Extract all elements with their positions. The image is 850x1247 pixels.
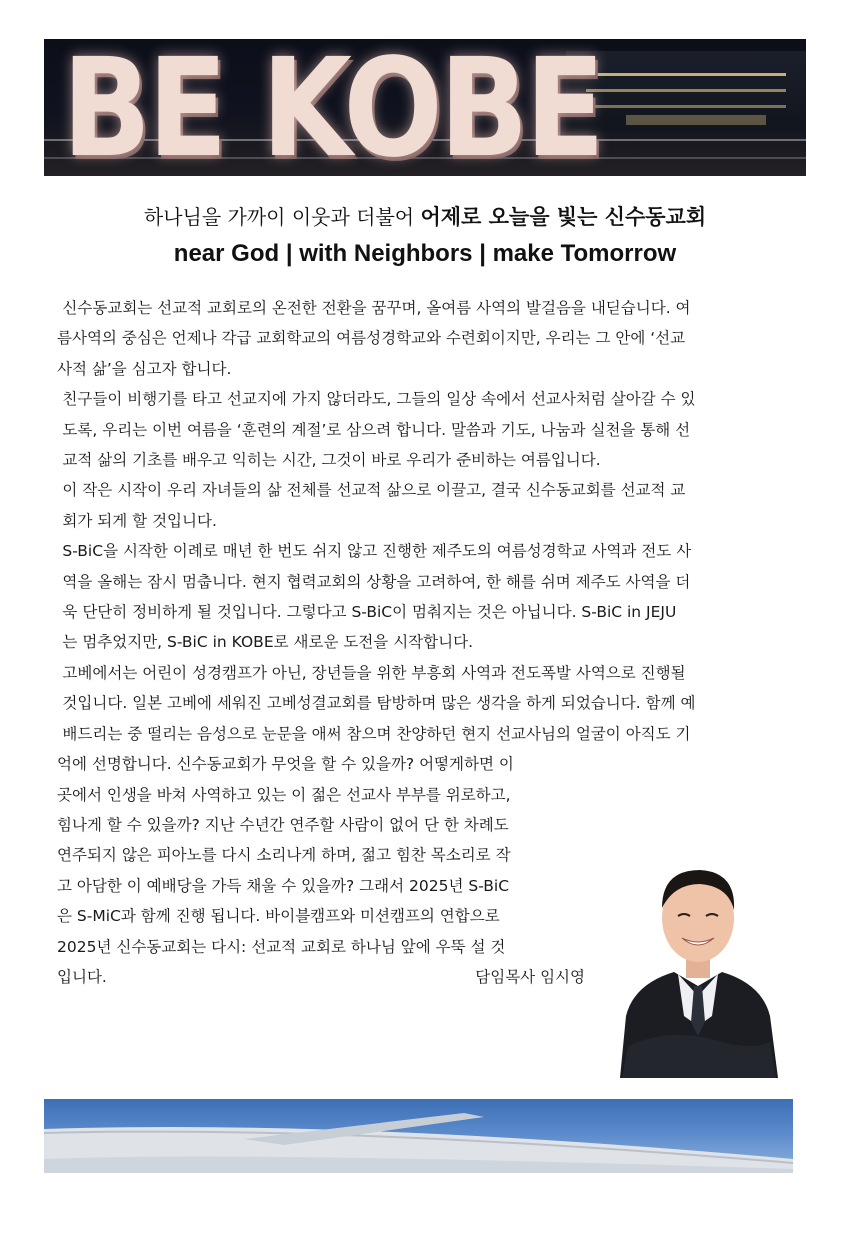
text-line: 교적 삶의 기초를 배우고 익히는 시간, 그것이 바로 우리가 준비하는 여름입니다. xyxy=(62,451,601,470)
text-line: 고 아담한 이 예배당을 가득 채울 수 있을까? 그래서 2025년 S-BiC xyxy=(57,876,510,895)
text-line: 도록, 우리는 이번 여름을 ‘훈련의 계절’로 삼으려 합니다. 말씀과 기도, 나눔과 실천을 통해 선 xyxy=(62,420,691,439)
closing-row xyxy=(57,962,585,992)
text-line: 연주되지 않은 피아노를 다시 소리나게 하며, 젊고 힘찬 목소리로 작 xyxy=(57,846,511,865)
text-line: 는 멈추었지만, S-BiC in KOBE로 새로운 도전을 시작합니다. xyxy=(62,633,473,652)
text-line: S-BiC을 시작한 이례로 매년 한 번도 쉬지 않고 진행한 제주도의 여름성경학교 사역과 전도 사 xyxy=(62,542,692,561)
motto-normal: 하나님을 가까이 이웃과 더불어 xyxy=(143,205,421,229)
paragraph-4 xyxy=(57,536,797,658)
paragraph-2 xyxy=(57,384,797,475)
text-line: 곳에서 인생을 바쳐 사역하고 있는 이 젊은 선교사 부부를 위로하고, xyxy=(57,785,511,804)
korean-motto xyxy=(0,201,850,233)
airplane-wing-icon xyxy=(44,1099,793,1173)
text-line: 사적 삶’을 심고자 합니다. xyxy=(57,359,232,378)
text-line: 2025년 신수동교회는 다시: 선교적 교회로 하나님 앞에 우뚝 설 것 xyxy=(57,937,506,956)
text-line: 배드리는 중 떨리는 음성으로 눈문을 애써 참으며 찬양하던 현지 선교사님의 얼굴이 아직도 기 xyxy=(62,724,691,743)
english-motto: near God | with Neighbors | make Tomorrow xyxy=(173,240,677,267)
text-line: 힘나게 할 수 있을까? 지난 수년간 연주할 사람이 없어 단 한 차례도 xyxy=(57,815,509,834)
pastor-photo xyxy=(612,846,784,1078)
text-line: 름사역의 중심은 언제나 각급 교회학교의 여름성경학교와 수련회이지만, 우리는 그 안에 ‘선교 xyxy=(57,329,686,348)
building-silhouette xyxy=(566,51,806,131)
bottom-airplane-photo xyxy=(44,1099,793,1173)
text-line: 역을 올해는 잠시 멈춥니다. 현지 협력교회의 상황을 고려하여, 한 해를 쉬며 제주도 사역을 더 xyxy=(62,572,691,591)
signature: 담임목사 임시영 xyxy=(475,967,585,986)
motto-bold: 어제로 오늘을 빛는 신수동교회 xyxy=(420,205,707,229)
pastor-portrait-icon xyxy=(612,846,784,1078)
text-line: 이 작은 시작이 우리 자녀들의 삶 전체를 선교적 삶으로 이끌고, 결국 신수동교회를 선교적 교 xyxy=(62,481,686,500)
paragraph-3 xyxy=(57,475,797,536)
text-line: 회가 되게 할 것입니다. xyxy=(62,511,217,530)
paragraph-5 xyxy=(57,658,797,749)
text-line: 것입니다. 일본 고베에 세워진 고베성결교회를 탐방하며 많은 생각을 하게 되었습니다. 함께 예 xyxy=(62,694,696,713)
text-line: 은 S-MiC과 함께 진행 됩니다. 바이블캠프와 미션캠프의 연합으로 xyxy=(57,907,500,926)
top-banner-photo xyxy=(44,39,806,176)
text-line: 욱 단단히 정비하게 될 것입니다. 그렇다고 S-BiC이 멈춰지는 것은 아닙니다. S-BiC in JEJU xyxy=(62,603,677,622)
text-line: 고베에서는 어린이 성경캠프가 아닌, 장년들을 위한 부흥회 사역과 전도폭발 사역으로 진행될 xyxy=(62,663,686,682)
paragraph-1 xyxy=(57,293,797,384)
text-line: 친구들이 비행기를 타고 선교지에 가지 않더라도, 그들의 일상 속에서 선교사처럼 살아갈 수 있 xyxy=(62,390,696,409)
wrapped-text xyxy=(57,749,587,992)
text-line: 입니다. xyxy=(57,967,107,986)
text-line: 신수동교회는 선교적 교회로의 온전한 전환을 꿈꾸며, 올여름 사역의 발걸음을 내딛습니다. 여 xyxy=(62,299,691,317)
text-line: 억에 선명합니다. 신수동교회가 무엇을 할 수 있을까? 어떻게하면 이 xyxy=(57,755,514,774)
be-kobe-sign: BE KOBE xyxy=(62,39,602,176)
